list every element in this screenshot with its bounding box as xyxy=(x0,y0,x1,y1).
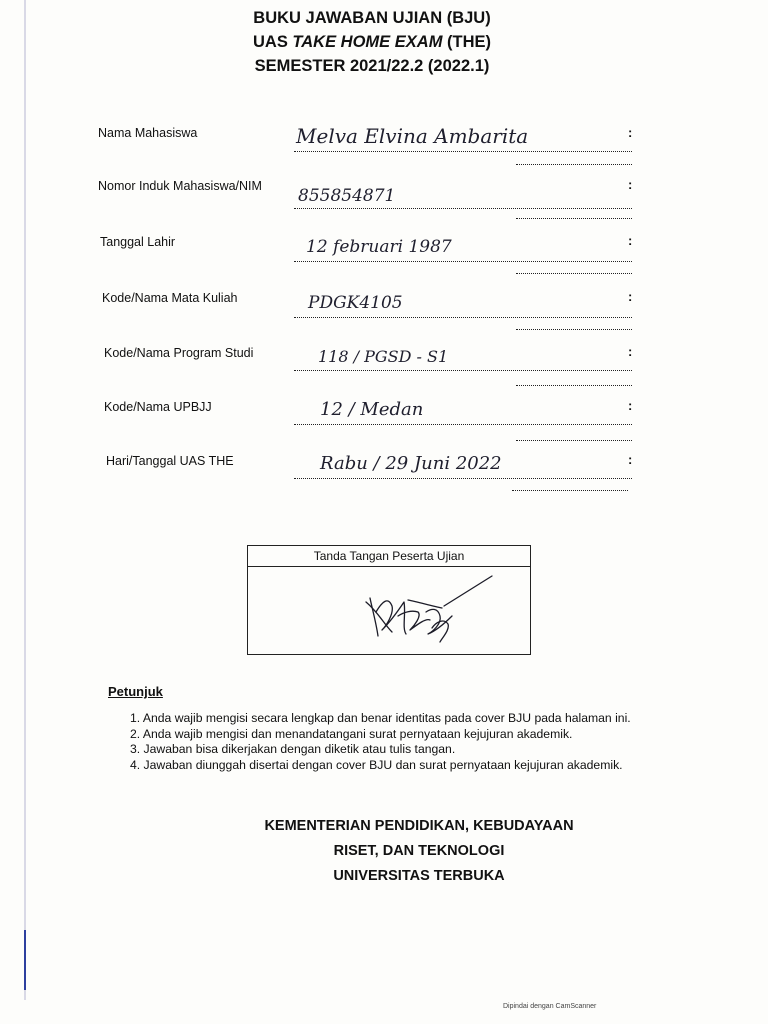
field-colon: : xyxy=(628,398,633,413)
dotted-line xyxy=(294,370,632,371)
instructions-title: Petunjuk xyxy=(108,684,163,699)
instructions-section xyxy=(108,684,708,773)
field-colon: : xyxy=(628,177,633,192)
field-colon: : xyxy=(628,452,633,467)
field-label: Hari/Tanggal UAS THE xyxy=(106,454,234,468)
dotted-line xyxy=(294,478,632,479)
field-tanggal-lahir xyxy=(0,232,768,292)
field-nama-mahasiswa xyxy=(0,122,768,182)
field-upbjj xyxy=(0,397,768,457)
dotted-line-secondary xyxy=(516,440,632,441)
field-colon: : xyxy=(628,233,633,248)
page-edge-mark xyxy=(24,930,26,990)
dotted-line-secondary xyxy=(516,385,632,386)
footer-university: UNIVERSITAS TERBUKA xyxy=(333,868,505,884)
footer-ministry: KEMENTERIAN PENDIDIKAN, KEBUDAYAAN xyxy=(264,818,574,834)
field-label: Kode/Nama Program Studi xyxy=(104,346,254,360)
ministry-footer xyxy=(0,814,768,889)
dotted-line-secondary xyxy=(512,490,628,491)
field-label: Nama Mahasiswa xyxy=(98,126,198,140)
field-colon: : xyxy=(628,289,633,304)
dotted-line-secondary xyxy=(516,218,632,219)
field-label: Tanggal Lahir xyxy=(100,235,176,249)
signature-drawing xyxy=(348,572,508,648)
dotted-line xyxy=(294,424,632,425)
header-subtitle: UAS TAKE HOME EXAM (THE) xyxy=(252,33,492,51)
dotted-line-secondary xyxy=(516,329,632,330)
dotted-line xyxy=(294,317,632,318)
signature-box-title: Tanda Tangan Peserta Ujian xyxy=(248,546,530,567)
field-label: Nomor Induk Mahasiswa/NIM xyxy=(98,179,262,193)
field-colon: : xyxy=(628,125,633,140)
field-nim xyxy=(0,176,768,236)
instruction-item: 2. Anda wajib mengisi dan menandatangani surat pernyataan kejujuran akademik. xyxy=(130,726,573,741)
instruction-item: 4. Jawaban diunggah disertai dengan cover BJU dan surat pernyataan kejujuran akademik. xyxy=(130,757,623,772)
document-header xyxy=(0,6,768,78)
field-label: Kode/Nama UPBJJ xyxy=(104,400,212,414)
signature-box xyxy=(247,545,531,655)
footer-research: RISET, DAN TEKNOLOGI xyxy=(333,843,505,859)
field-value: Melva Elvina Ambarita xyxy=(296,124,529,148)
field-program-studi xyxy=(0,343,768,403)
field-mata-kuliah xyxy=(0,288,768,348)
field-hari-tanggal xyxy=(0,451,768,511)
dotted-line-secondary xyxy=(516,164,632,165)
field-colon: : xyxy=(628,344,633,359)
dotted-line xyxy=(294,151,632,152)
field-value: 855854871 xyxy=(298,186,396,206)
header-title: BUKU JAWABAN UJIAN (BJU) xyxy=(253,9,491,27)
header-semester: SEMESTER 2021/22.2 (2022.1) xyxy=(254,57,490,75)
field-value: PDGK4105 xyxy=(308,293,403,313)
dotted-line xyxy=(294,208,632,209)
field-value: 12 februari 1987 xyxy=(306,237,452,257)
field-value: 12 / Medan xyxy=(320,399,424,420)
field-label: Kode/Nama Mata Kuliah xyxy=(102,291,238,305)
field-value: 118 / PGSD - S1 xyxy=(318,347,449,366)
instruction-item: 1. Anda wajib mengisi secara lengkap dan benar identitas pada cover BJU pada halaman ini. xyxy=(130,711,631,725)
instruction-item: 3. Jawaban bisa dikerjakan dengan diketik atau tulis tangan. xyxy=(130,742,456,756)
scanner-watermark: Dipindai dengan CamScanner xyxy=(503,1003,597,1010)
dotted-line-secondary xyxy=(516,273,632,274)
dotted-line xyxy=(294,261,632,262)
field-value: Rabu / 29 Juni 2022 xyxy=(320,453,502,474)
